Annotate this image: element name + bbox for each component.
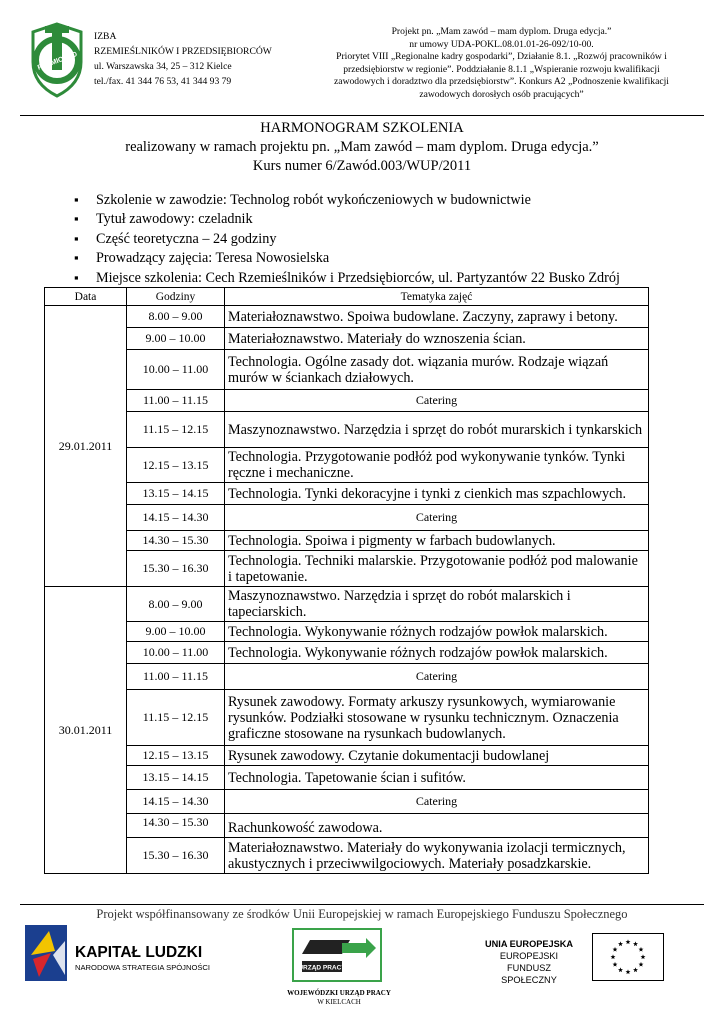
table-row xyxy=(45,328,649,350)
list-item: ▪ Tytuł zawodowy: czeladnik xyxy=(74,210,620,229)
topic-cell: Materiałoznawstwo. Spoiwa budowlane. Zaczyny, zaprawy i betony. xyxy=(225,306,649,328)
hours-cell: 11.00 – 11.15 xyxy=(127,390,225,412)
urzad-pracy-logo xyxy=(292,928,382,982)
catering-cell: Catering xyxy=(225,790,649,814)
hours-cell: 14.30 – 15.30 xyxy=(127,814,225,838)
topic-cell: Maszynoznawstwo. Narzędzia i sprzęt do robót malarskich i tapeciarskich. xyxy=(225,587,649,622)
org-line: IZBA xyxy=(94,31,117,42)
topic-cell: Rysunek zawodowy. Formaty arkuszy rysunkowych, wymiarowanie rysunków. Podziałki stosowane w rysunku technicznym. Oznaczenia graficzne stosowane na rysunkach budowlanych. xyxy=(225,690,649,746)
table-row xyxy=(45,642,649,664)
eu-line: EUROPEJSKI xyxy=(499,951,559,961)
project-line: Priorytet VIII „Regionalne kadry gospodarki”, Działanie 8.1. „Rozwój pracowników i xyxy=(336,51,667,62)
column-header-topic: Tematyka zajęć xyxy=(225,288,649,306)
izba-logo xyxy=(25,22,89,98)
header-divider xyxy=(20,115,704,116)
hours-cell: 13.15 – 14.15 xyxy=(127,766,225,790)
table-row xyxy=(45,448,649,483)
hours-cell: 11.15 – 12.15 xyxy=(127,412,225,448)
kapital-ludzki-subtitle: NARODOWA STRATEGIA SPÓJNOŚCI xyxy=(75,963,211,972)
list-item: ▪ Część teoretyczna – 24 godziny xyxy=(74,230,620,249)
table-row xyxy=(45,551,649,587)
hours-cell: 11.15 – 12.15 xyxy=(127,690,225,746)
table-row xyxy=(45,505,649,531)
hours-cell: 14.30 – 15.30 xyxy=(127,531,225,551)
course-info-list xyxy=(74,191,620,288)
footer-divider xyxy=(20,904,704,905)
table-header-row xyxy=(45,288,649,306)
eu-line: FUNDUSZ SPOŁECZNY xyxy=(501,963,557,985)
hours-cell: 8.00 – 9.00 xyxy=(127,587,225,622)
schedule-table xyxy=(44,287,649,874)
table-row xyxy=(45,412,649,448)
topic-cell: Technologia. Tynki dekoracyjne i tynki z cienkich mas szpachlowych. xyxy=(225,483,649,505)
project-line: zawodowych i doradztwo dla przedsiębiorstw”. Konkurs A2 „Podnoszenie kwalifikacji xyxy=(334,76,669,87)
table-row xyxy=(45,622,649,642)
table-row xyxy=(45,690,649,746)
wup-line: W KIELCACH xyxy=(317,998,361,1006)
table-row xyxy=(45,350,649,390)
hours-cell: 12.15 – 13.15 xyxy=(127,746,225,766)
hours-cell: 12.15 – 13.15 xyxy=(127,448,225,483)
hours-cell: 14.15 – 14.30 xyxy=(127,505,225,531)
topic-cell: Technologia. Ogólne zasady dot. wiązania murów. Rodzaje wiązań murów w ściankach działowych. xyxy=(225,350,649,390)
hours-cell: 10.00 – 11.00 xyxy=(127,350,225,390)
table-row xyxy=(45,664,649,690)
project-line: nr umowy UDA-POKL.08.01.01-26-092/10-00. xyxy=(409,38,594,50)
topic-cell: Materiałoznawstwo. Materiały do wznoszenia ścian. xyxy=(225,328,649,350)
date-cell: 29.01.2011 xyxy=(45,306,127,587)
catering-cell: Catering xyxy=(225,664,649,690)
project-info xyxy=(300,26,703,101)
project-line: zawodowych dorosłych osób pracujących” xyxy=(419,88,584,100)
hours-cell: 15.30 – 16.30 xyxy=(127,551,225,587)
cofinance-note: Projekt współfinansowany ze środków Unii Europejskiej w ramach Europejskiego Funduszu Społecznego xyxy=(96,907,628,921)
kapital-ludzki-title: KAPITAŁ LUDZKI xyxy=(75,944,203,961)
topic-cell: Rysunek zawodowy. Czytanie dokumentacji budowlanej xyxy=(225,746,649,766)
list-item: ▪ Szkolenie w zawodzie: Technolog robót wykończeniowych w budownictwie xyxy=(74,191,620,210)
project-line: Projekt pn. „Mam zawód – mam dyplom. Druga edycja.” xyxy=(391,26,612,37)
table-row xyxy=(45,790,649,814)
hours-cell: 9.00 – 10.00 xyxy=(127,622,225,642)
eu-text-block xyxy=(484,938,574,986)
hours-cell: 14.15 – 14.30 xyxy=(127,790,225,814)
catering-cell: Catering xyxy=(225,505,649,531)
hours-cell: 13.15 – 14.15 xyxy=(127,483,225,505)
list-item: ▪ Prowadzący zajęcia: Teresa Nowosielska xyxy=(74,249,620,268)
table-row xyxy=(45,483,649,505)
topic-cell: Materiałoznawstwo. Materiały do wykonywania izolacji termicznych, akustycznych i przeciwwilgociowych. Materiały posadzkarskie. xyxy=(225,838,649,874)
hours-cell: 15.30 – 16.30 xyxy=(127,838,225,874)
topic-cell: Technologia. Techniki malarskie. Przygotowanie podłóż pod malowanie i tapetowanie. xyxy=(225,551,649,587)
catering-cell: Catering xyxy=(225,390,649,412)
project-line: przedsiębiorstw w regionie”. Poddziałanie 8.1.1 „Wspieranie rozwoju kwalifikacji xyxy=(343,63,660,75)
table-row xyxy=(45,306,649,328)
hours-cell: 11.00 – 11.15 xyxy=(127,664,225,690)
urzad-pracy-text: URZĄD PRACY xyxy=(298,964,346,972)
topic-cell: Technologia. Spoiwa i pigmenty w farbach budowlanych. xyxy=(225,531,649,551)
table-row xyxy=(45,838,649,874)
page-subtitle: realizowany w ramach projektu pn. „Mam zawód – mam dyplom. Druga edycja.” xyxy=(125,139,599,155)
topic-cell: Technologia. Wykonywanie różnych rodzajów powłok malarskich. xyxy=(225,622,649,642)
eu-flag-icon xyxy=(592,933,664,981)
org-line: RZEMIEŚLNIKÓW I PRZEDSIĘBIORCÓW xyxy=(94,46,272,57)
table-row xyxy=(45,746,649,766)
table-row xyxy=(45,531,649,551)
course-number: Kurs numer 6/Zawód.003/WUP/2011 xyxy=(252,158,472,174)
table-row xyxy=(45,814,649,838)
topic-cell: Technologia. Tapetowanie ścian i sufitów. xyxy=(225,766,649,790)
topic-cell: Rachunkowość zawodowa. xyxy=(225,814,649,838)
list-item: ▪ Miejsce szkolenia: Cech Rzemieślników i Przedsiębiorców, ul. Partyzantów 22 Busko Zdrój xyxy=(74,269,620,288)
page-title: HARMONOGRAM SZKOLENIA xyxy=(260,120,464,136)
date-cell: 30.01.2011 xyxy=(45,587,127,874)
topic-cell: Maszynoznawstwo. Narzędzia i sprzęt do robót murarskich i tynkarskich xyxy=(225,412,649,448)
eu-line: UNIA EUROPEJSKA xyxy=(485,939,573,949)
table-row xyxy=(45,766,649,790)
hours-cell: 10.00 – 11.00 xyxy=(127,642,225,664)
org-line: tel./fax. 41 344 76 53, 41 344 93 79 xyxy=(94,76,232,87)
hours-cell: 9.00 – 10.00 xyxy=(127,328,225,350)
org-line: ul. Warszawska 34, 25 – 312 Kielce xyxy=(94,61,232,72)
column-header-hours: Godziny xyxy=(127,288,225,306)
kapital-ludzki-logo xyxy=(25,925,225,985)
izba-logo-text: RZEMIOSŁO xyxy=(36,51,79,72)
hours-cell: 8.00 – 9.00 xyxy=(127,306,225,328)
wup-caption xyxy=(260,989,418,1007)
wup-line: WOJEWÓDZKI URZĄD PRACY xyxy=(287,989,391,997)
topic-cell: Technologia. Wykonywanie różnych rodzajów powłok malarskich. xyxy=(225,642,649,664)
column-header-date: Data xyxy=(45,288,127,306)
table-row xyxy=(45,587,649,622)
organization-address xyxy=(94,29,272,89)
table-row xyxy=(45,390,649,412)
topic-cell: Technologia. Przygotowanie podłóż pod wykonywanie tynków. Tynki ręczne i mechaniczne. xyxy=(225,448,649,483)
